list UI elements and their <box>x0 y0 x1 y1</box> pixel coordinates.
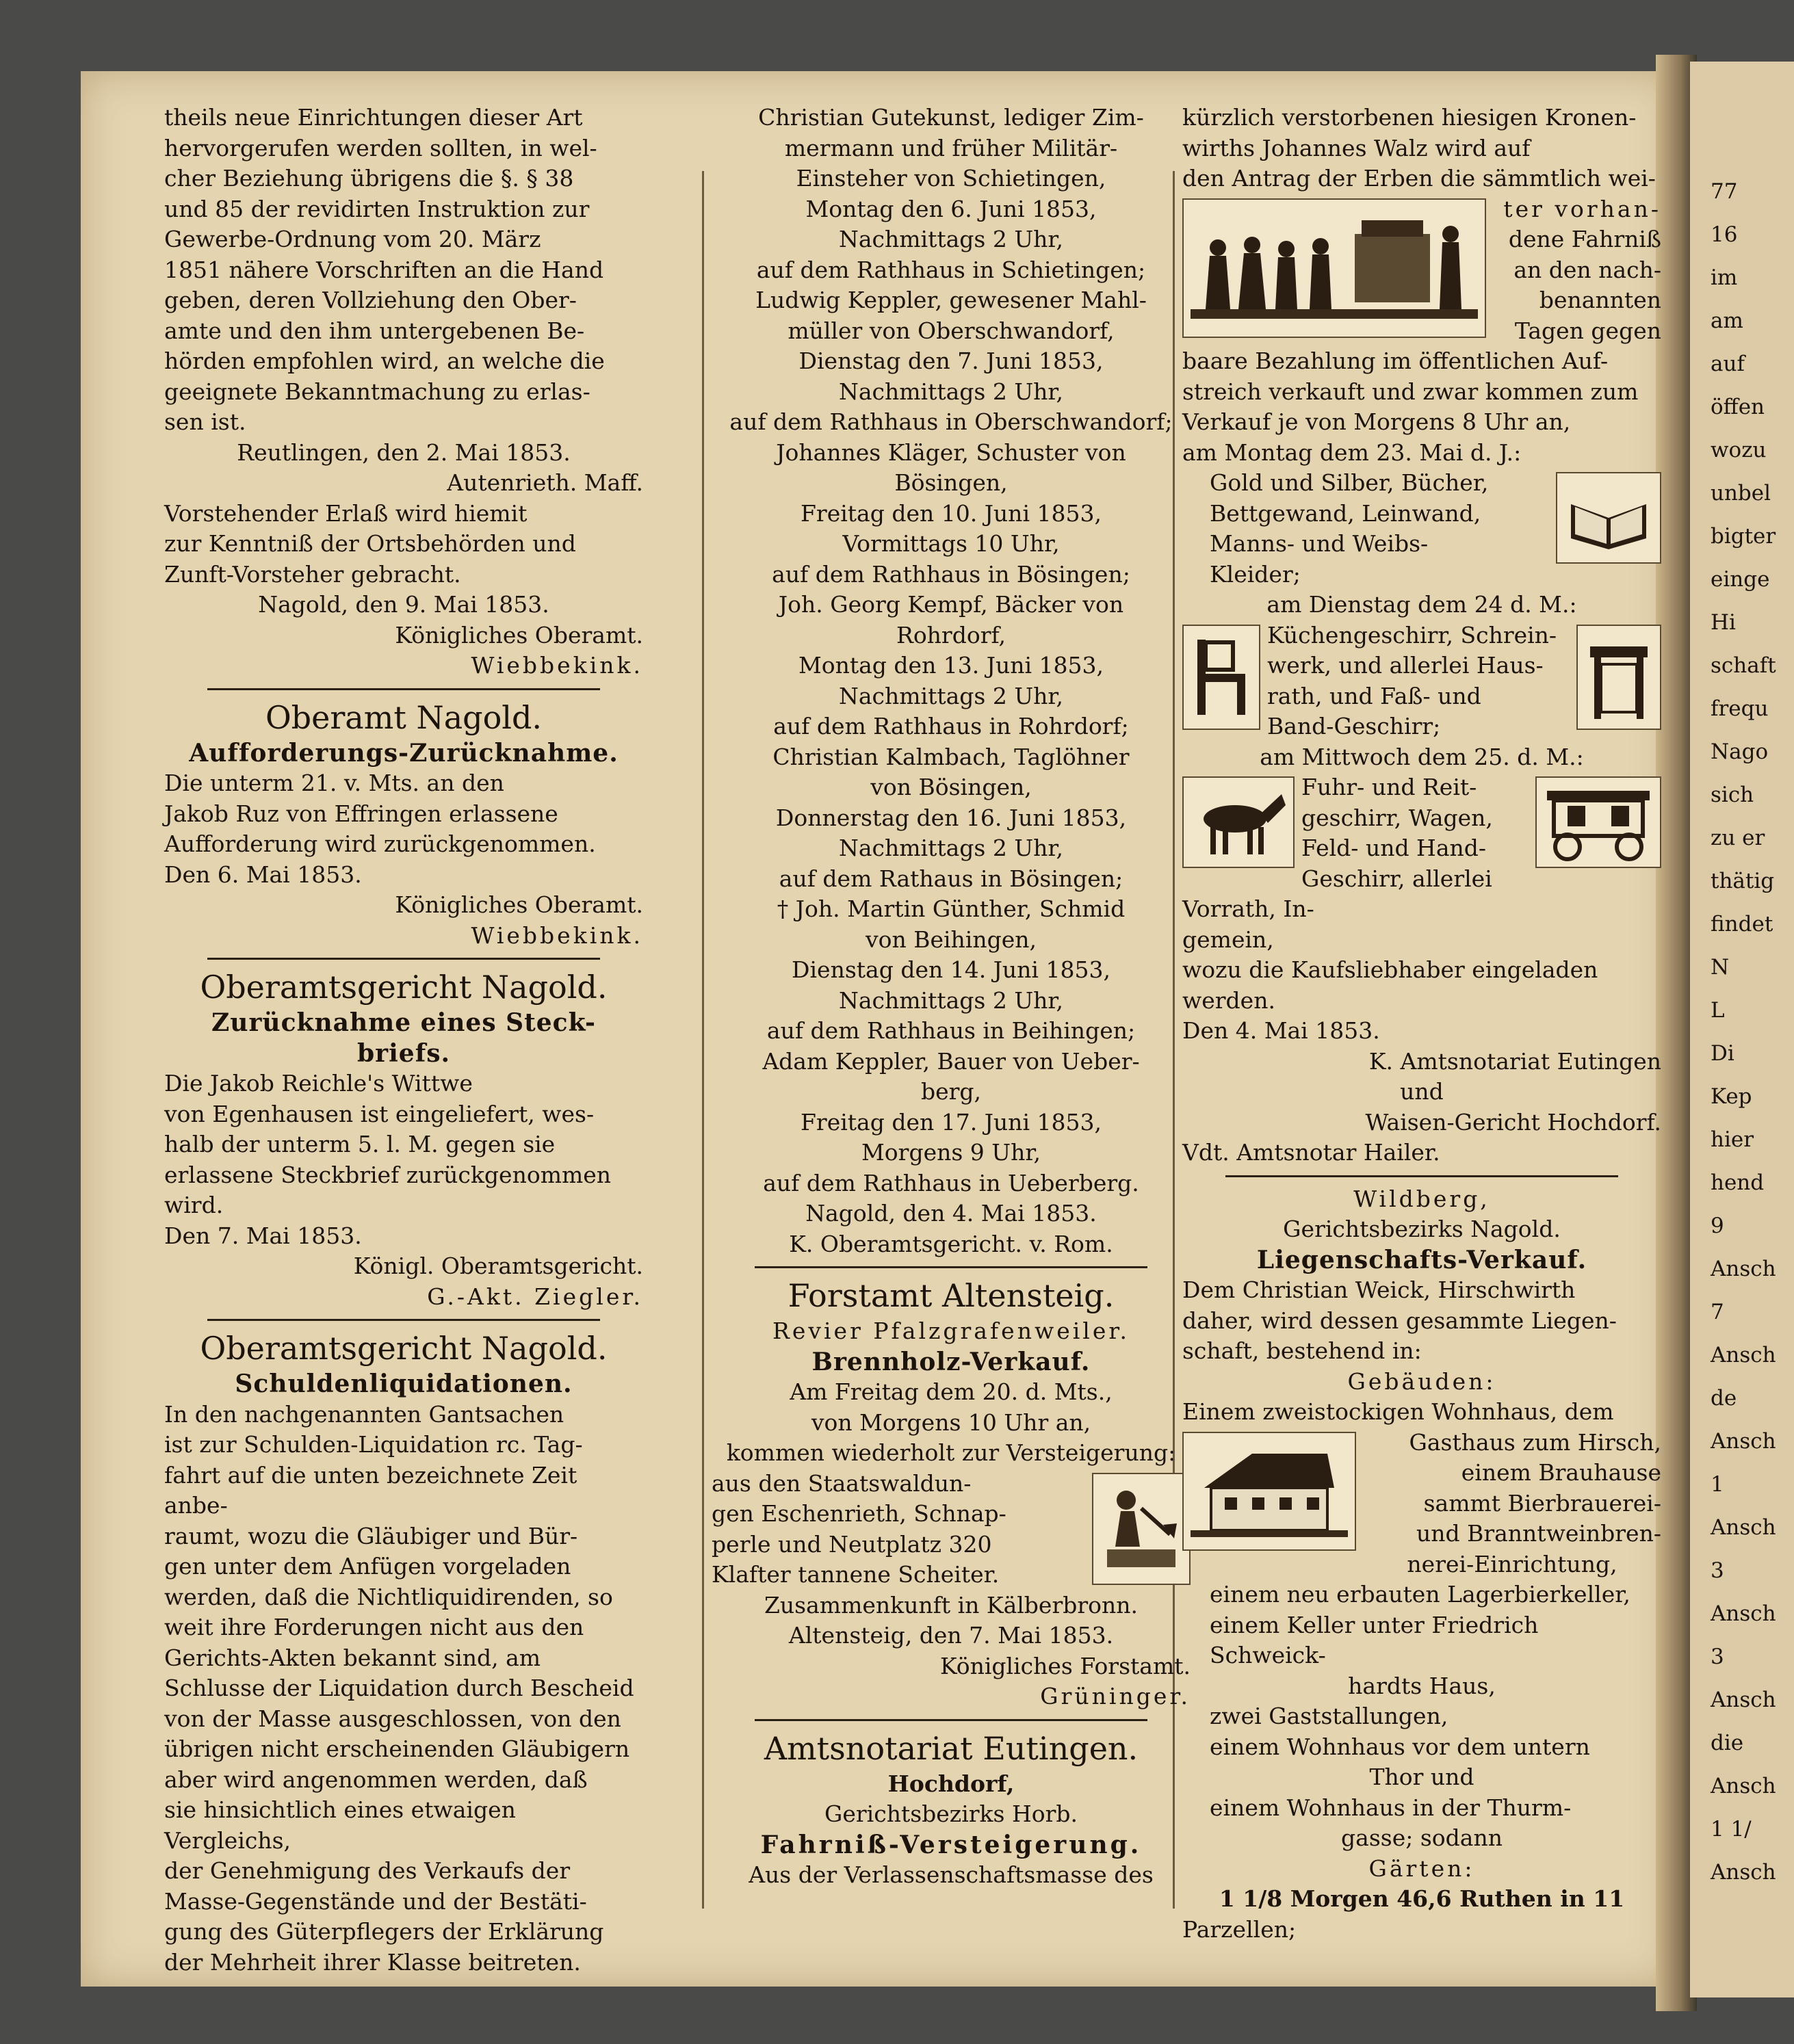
dateline: Nagold, den 9. Mai 1853. <box>258 591 549 618</box>
text-line: weit ihre Forderungen nicht aus den <box>164 1614 584 1640</box>
text-line: Einem zweistockigen Wohnhaus, dem <box>1182 1398 1614 1425</box>
fragment-text: Nago <box>1711 739 1769 764</box>
column-left <box>164 103 643 1978</box>
text-line: Verkauf je von Morgens 8 Uhr an, <box>1182 408 1571 435</box>
signature: Königliches Oberamt. <box>395 621 643 648</box>
text-line: Donnerstag den 16. Juni 1853, <box>775 804 1127 831</box>
text-line: berg, <box>920 1078 982 1105</box>
chair-icon <box>1191 633 1252 722</box>
section-subheading: Gebäuden: <box>1347 1367 1496 1395</box>
auction-day: am Dienstag dem 24 d. M.: <box>1266 591 1577 618</box>
section-rule <box>755 1719 1147 1721</box>
text-line: Einsteher von Schietingen, <box>796 165 1106 192</box>
text-line: Gasthaus zum Hirsch, <box>1409 1428 1661 1456</box>
fragment-text: auf <box>1711 352 1745 376</box>
text-line: Am Freitag dem 20. d. Mts., <box>790 1378 1113 1405</box>
woodcut-carriage <box>1535 776 1661 868</box>
section-rule <box>1225 1175 1618 1177</box>
text-line: streich verkauft und zwar kommen zum <box>1182 378 1639 405</box>
text-line: Gewerbe-Ordnung vom 20. März <box>164 226 541 252</box>
text-line: gen unter dem Anfügen vorgeladen <box>164 1553 571 1580</box>
text-line: † Joh. Martin Günther, Schmid <box>777 895 1126 922</box>
fragment-text: Ansch <box>1711 1860 1776 1885</box>
auction-scene-icon <box>1191 207 1478 330</box>
text-line: Nachmittags 2 Uhr, <box>838 226 1064 252</box>
notice-oberamt-nagold <box>164 697 643 952</box>
text-line: Küchengeschirr, Schrein- <box>1267 621 1557 648</box>
signature: G.-Akt. Ziegler. <box>427 1283 643 1310</box>
text-line: müller von Oberschwandorf, <box>788 317 1115 344</box>
fragment-text: Ansch <box>1711 1257 1776 1281</box>
woodcut-cabinet <box>1576 625 1661 730</box>
text-line: Johannes Kläger, Schuster von <box>776 438 1126 466</box>
section-heading: Oberamtsgericht Nagold. <box>200 969 608 1006</box>
section-heading: Wildberg, <box>1353 1185 1490 1212</box>
text-line: Gerichts-Akten bekannt sind, am <box>164 1644 541 1671</box>
column-middle <box>712 103 1191 1891</box>
text-line: Thor und <box>1369 1764 1474 1790</box>
text-line: hörden empfohlen wird, an welche die <box>164 348 605 374</box>
text-line: Dienstag den 7. Juni 1853, <box>798 348 1104 374</box>
section-subheading: Revier Pfalzgrafenweiler. <box>772 1318 1130 1344</box>
text-line: amte und den ihm untergebenen Be- <box>164 317 585 344</box>
fragment-text: im <box>1711 265 1738 290</box>
text-line: den Antrag der Erben die sämmtlich wei- <box>1182 165 1656 192</box>
text-line: auf dem Rathhaus in Schietingen; <box>756 256 1146 283</box>
text-line: benannten <box>1539 287 1661 313</box>
text-line: von Morgens 10 Uhr an, <box>811 1408 1091 1436</box>
text-line: einem Keller unter Friedrich Schweick- <box>1210 1611 1539 1668</box>
fragment-text: N <box>1711 955 1730 980</box>
section-heading: Oberamt Nagold. <box>265 698 543 736</box>
notice-title: Liegenschafts-Verkauf. <box>1256 1245 1587 1274</box>
text-line: Vorstehender Erlaß wird hiemit <box>164 499 528 527</box>
section-rule <box>755 1266 1147 1268</box>
signature: Königliches Forstamt. <box>939 1652 1191 1679</box>
cabinet-icon <box>1585 633 1653 722</box>
text-line: von der Masse ausgeschlossen, von den <box>164 1705 621 1732</box>
fragment-text: am <box>1711 309 1743 333</box>
text-line: werden. <box>1182 986 1275 1014</box>
text-line: Klafter tannene Scheiter. <box>712 1561 1000 1588</box>
fragment-text: schaft <box>1711 653 1776 678</box>
text-line: erlassene Steckbrief zurückgenommen <box>164 1161 612 1188</box>
text-line: geeignete Bekanntmachung zu erlas- <box>164 378 590 405</box>
text-line: zur Kenntniß der Ortsbehörden und <box>164 530 576 557</box>
text-line: theils neue Einrichtungen dieser Art <box>164 104 583 131</box>
fragment-text: 7 <box>1711 1300 1724 1324</box>
text-line: Zunft-Vorsteher gebracht. <box>164 560 461 588</box>
fragment-text: öffen <box>1711 395 1765 419</box>
text-line: Freitag den 17. Juni 1853, <box>801 1108 1102 1136</box>
signature: Grüninger. <box>1040 1683 1191 1709</box>
dateline: Reutlingen, den 2. Mai 1853. <box>237 438 571 466</box>
fragment-text: bigter <box>1711 524 1776 549</box>
section-heading: Amtsnotariat Eutingen. <box>764 1729 1139 1767</box>
text-line: werden, daß die Nichtliquidirenden, so <box>164 1583 613 1610</box>
notice-liegenschaft <box>1182 1184 1661 1945</box>
text-line: und Branntweinbren- <box>1416 1520 1661 1547</box>
text-line: zwei Gaststallungen, <box>1210 1703 1448 1729</box>
text-line: Manns- und Weibs- <box>1210 530 1429 557</box>
text-line: geschirr, Wagen, <box>1301 804 1493 831</box>
dateline: Den 7. Mai 1853. <box>164 1222 362 1249</box>
liquidation-list <box>712 103 1191 1259</box>
text-line: geben, deren Vollziehung den Ober- <box>164 287 577 313</box>
text-line: der Mehrheit ihrer Klasse beitreten. <box>164 1948 581 1976</box>
text-line: Rohrdorf, <box>896 621 1006 648</box>
fragment-text: Hi <box>1711 610 1736 635</box>
text-line: übrigen nicht erscheinenden Gläubigern <box>164 1735 630 1762</box>
text-line: Kleider; <box>1210 560 1301 588</box>
text-line: fahrt auf die unten bezeichnete Zeit anbe- <box>164 1461 577 1519</box>
woodcut-house <box>1182 1432 1356 1551</box>
text-line: aber wird angenommen werden, daß <box>164 1766 588 1793</box>
text-line: Gold und Silber, Bücher, <box>1210 469 1489 496</box>
woodcut-book <box>1556 472 1661 564</box>
text-line: Ludwig Keppler, gewesener Mahl- <box>755 287 1147 313</box>
dateline: Den 6. Mai 1853. <box>164 861 362 888</box>
text-line: werk, und allerlei Haus- <box>1267 652 1544 679</box>
text-line: einem Brauhause <box>1461 1459 1661 1486</box>
text-line: Bösingen, <box>894 469 1008 496</box>
text-line: auf dem Rathhaus in Beihingen; <box>766 1017 1136 1044</box>
text-line: Geschirr, allerlei Vorrath, In- <box>1182 865 1492 922</box>
text-line: einem Wohnhaus vor dem untern <box>1210 1733 1590 1760</box>
text-line: auf dem Rathhaus in Rohrdorf; <box>773 713 1129 739</box>
signature: Wiebbekink. <box>471 652 643 679</box>
text-line: gasse; sodann <box>1341 1824 1503 1851</box>
text-line: Vormittags 10 Uhr, <box>842 530 1060 557</box>
text-line: kommen wiederholt zur Versteigerung: <box>726 1439 1176 1466</box>
text-line: und 85 der revidirten Instruktion zur <box>164 195 590 222</box>
fragment-text: 3 <box>1711 1645 1724 1669</box>
section-heading: Forstamt Altensteig. <box>788 1277 1115 1314</box>
text-line: rath, und Faß- und <box>1267 682 1481 709</box>
fragment-text: Ansch <box>1711 1515 1776 1540</box>
text-line: dene Fahrniß <box>1508 226 1661 252</box>
facing-page-text <box>1711 178 1794 1902</box>
text-line: Joh. Georg Kempf, Bäcker von <box>778 591 1124 618</box>
signature: Vdt. Amtsnotar Hailer. <box>1182 1139 1440 1166</box>
woodcut-chair <box>1182 625 1260 730</box>
text-line: auf dem Rathhaus in Ueberberg. <box>763 1169 1139 1196</box>
notice-title: Fahrniß-Versteigerung. <box>760 1830 1142 1859</box>
text-line: hardts Haus, <box>1348 1672 1496 1699</box>
signature: Wiebbekink. <box>471 921 643 949</box>
axe-icon <box>1100 1481 1182 1577</box>
carriage-icon <box>1540 781 1656 863</box>
woodcut-auction-scene <box>1182 198 1486 338</box>
text-line: wirths Johannes Walz wird auf <box>1182 134 1531 161</box>
fragment-text: frequ <box>1711 696 1769 721</box>
text-line: Band-Geschirr; <box>1267 713 1441 739</box>
text-line: einem Wohnhaus in der Thurm- <box>1210 1794 1572 1821</box>
text-line: Montag den 13. Juni 1853, <box>798 652 1104 679</box>
text-line: baare Bezahlung im öffentlichen Auf- <box>1182 348 1609 374</box>
fragment-text: 1 <box>1711 1472 1724 1497</box>
text-line: Morgens 9 Uhr, <box>861 1139 1041 1166</box>
text-line: Freitag den 10. Juni 1853, <box>801 499 1102 527</box>
text-line: hervorgerufen werden sollten, in wel- <box>164 134 597 161</box>
text-line: Bettgewand, Leinwand, <box>1210 499 1481 527</box>
text-line: von Bösingen, <box>870 774 1032 800</box>
fragment-text: thätig <box>1711 869 1775 893</box>
fragment-text: Ansch <box>1711 1343 1776 1367</box>
text-line: Die unterm 21. v. Mts. an den <box>164 770 504 796</box>
text-line: cher Beziehung übrigens die §. § 38 <box>164 165 574 192</box>
fahrniss-continued <box>1182 103 1661 1168</box>
section-subheading: Gerichtsbezirks Horb. <box>824 1800 1078 1827</box>
text-line: mermann und früher Militär- <box>784 134 1118 161</box>
fragment-text: Ansch <box>1711 1774 1776 1798</box>
text-line: Dem Christian Weick, Hirschwirth <box>1182 1276 1576 1303</box>
fragment-text: hier <box>1711 1127 1754 1152</box>
text-line: Fuhr- und Reit- <box>1301 774 1477 800</box>
text-line: Dienstag den 14. Juni 1853, <box>792 956 1110 983</box>
dateline: Den 4. Mai 1853. <box>1182 1017 1380 1044</box>
notice-title: Zurücknahme eines Steck- <box>211 1008 596 1037</box>
text-line: wird. <box>164 1192 224 1218</box>
fragment-text: sich <box>1711 783 1754 807</box>
signature: Autenrieth. Maff. <box>447 469 643 496</box>
text-line: Nachmittags 2 Uhr, <box>838 682 1064 709</box>
section-rule <box>207 958 600 960</box>
fragment-text: unbel <box>1711 481 1771 506</box>
fragment-text: findet <box>1711 912 1773 936</box>
fragment-text: Di <box>1711 1041 1734 1066</box>
fragment-text: de <box>1711 1386 1737 1411</box>
text-line: sammt Bierbrauerei- <box>1423 1489 1661 1517</box>
text-line: Feld- und Hand- <box>1301 835 1487 861</box>
text-line: gung des Güterpflegers der Erklärung <box>164 1918 604 1945</box>
text-line: aus den Staatswaldun- <box>712 1469 972 1497</box>
fragment-text: wozu <box>1711 438 1767 462</box>
signature: und <box>1400 1078 1444 1105</box>
text-line: Montag den 6. Juni 1853, <box>805 195 1097 222</box>
notice-title: Schuldenliquidationen. <box>235 1370 573 1398</box>
horse-icon <box>1187 785 1290 860</box>
text-line: nerei-Einrichtung, <box>1407 1550 1617 1577</box>
text-line: kürzlich verstorbenen hiesigen Kronen- <box>1182 104 1637 131</box>
section-rule <box>207 1319 600 1321</box>
fragment-text: hend <box>1711 1170 1765 1195</box>
fragment-text: L <box>1711 998 1725 1023</box>
notice-fahrniss <box>712 1728 1191 1891</box>
section-heading: Oberamtsgericht Nagold. <box>200 1330 608 1367</box>
text-line: Masse-Gegenstände und der Bestäti- <box>164 1887 587 1915</box>
text-line: auf dem Rathhaus in Oberschwandorf; <box>729 408 1173 435</box>
section-subheading: Gerichtsbezirks Nagold. <box>1283 1216 1561 1242</box>
notice-schuldenliquidation <box>164 1328 643 1978</box>
signature: Königl. Oberamtsgericht. <box>353 1253 643 1279</box>
text-line: wozu die Kaufsliebhaber eingeladen <box>1182 956 1598 983</box>
notice-title: Brennholz-Verkauf. <box>811 1347 1091 1376</box>
text-line: Aufforderung wird zurückgenommen. <box>164 830 596 857</box>
text-line: Nachmittags 2 Uhr, <box>838 378 1064 405</box>
text-line: Zusammenkunft in Kälberbronn. <box>764 1591 1138 1619</box>
text-line: der Genehmigung des Verkaufs der <box>164 1857 571 1884</box>
woodcut-horse <box>1182 776 1295 868</box>
fragment-text: Ansch <box>1711 1601 1776 1626</box>
fragment-text: einge <box>1711 567 1770 592</box>
house-icon <box>1191 1440 1348 1543</box>
column-right <box>1182 103 1661 1945</box>
intro-text <box>164 103 643 681</box>
fragment-text: zu er <box>1711 826 1765 850</box>
notice-title: Aufforderungs-Zurücknahme. <box>189 738 619 768</box>
text-line: von Egenhausen ist eingeliefert, wes- <box>164 1100 595 1127</box>
fragment-text: Ansch <box>1711 1429 1776 1454</box>
text-line: Nachmittags 2 Uhr, <box>838 835 1064 861</box>
notice-title: briefs. <box>356 1038 450 1068</box>
dateline: Nagold, den 4. Mai 1853. <box>805 1200 1097 1227</box>
section-subheading: Gärten: <box>1368 1855 1475 1882</box>
fragment-text: die <box>1711 1731 1744 1755</box>
signature: Waisen-Gericht Hochdorf. <box>1365 1108 1661 1136</box>
text-line: sie hinsichtlich eines etwaigen Vergleichs, <box>164 1796 516 1854</box>
text-line: auf dem Rathaus in Bösingen; <box>779 865 1123 892</box>
text-line: gen Eschenrieth, Schnap- <box>712 1500 1006 1527</box>
signature: K. Amtsnotariat Eutingen <box>1368 1047 1661 1075</box>
notice-brennholz <box>712 1275 1191 1712</box>
text-line: schaft, bestehend in: <box>1182 1337 1422 1364</box>
text-line: perle und Neutplatz 320 <box>712 1530 992 1558</box>
auction-day: am Mittwoch dem 25. d. M.: <box>1260 743 1584 770</box>
notice-steckbrief <box>164 967 643 1312</box>
signature: K. Oberamtsgericht. v. Rom. <box>789 1230 1113 1257</box>
text-line: gemein, <box>1182 926 1274 953</box>
text-line: Christian Kalmbach, Taglöhner <box>772 743 1130 770</box>
text-line: auf dem Rathhaus in Bösingen; <box>772 560 1130 588</box>
text-line: Schlusse der Liquidation durch Bescheid <box>164 1675 634 1701</box>
text-line: Aus der Verlassenschaftsmasse des <box>749 1861 1154 1888</box>
signature: Königliches Oberamt. <box>395 891 643 918</box>
text-line: Die Jakob Reichle's Wittwe <box>164 1070 473 1097</box>
fragment-text: 16 <box>1711 222 1738 247</box>
text-line: Nachmittags 2 Uhr, <box>838 986 1064 1014</box>
fragment-text: Kep <box>1711 1084 1752 1109</box>
text-line: einem neu erbauten Lagerbierkeller, <box>1210 1581 1630 1608</box>
fragment-text: Ansch <box>1711 1688 1776 1712</box>
text-line: Christian Gutekunst, lediger Zim- <box>758 104 1144 131</box>
text-line: von Beihingen, <box>865 926 1037 953</box>
section-subheading: Hochdorf, <box>887 1770 1015 1797</box>
text-line: Parzellen; <box>1182 1915 1297 1943</box>
text-line: Tagen gegen <box>1514 317 1661 344</box>
text-line: ist zur Schulden-Liquidation rc. Tag- <box>164 1431 583 1458</box>
text-line: raumt, wozu die Gläubiger und Bür- <box>164 1522 578 1549</box>
text-line: daher, wird dessen gesammte Liegen- <box>1182 1307 1617 1334</box>
fragment-text: 77 <box>1711 179 1738 204</box>
text-line: ter vorhan- <box>1503 195 1661 222</box>
woodcut-woodcutter-image <box>1092 1473 1191 1585</box>
text-line: Adam Keppler, Bauer von Ueber- <box>762 1047 1140 1075</box>
fragment-text: 3 <box>1711 1558 1724 1583</box>
text-line: sen ist. <box>164 408 246 435</box>
text-line: 1851 nähere Vorschriften an die Hand <box>164 256 604 283</box>
text-line: 1 1/8 Morgen 46,6 Ruthen in 11 <box>1219 1885 1625 1912</box>
text-line: halb der unterm 5. l. M. gegen sie <box>164 1131 556 1157</box>
text-line: In den nachgenannten Gantsachen <box>164 1400 564 1428</box>
text-line: am Montag dem 23. Mai d. J.: <box>1182 438 1522 466</box>
dateline: Altensteig, den 7. Mai 1853. <box>788 1622 1114 1649</box>
text-line: an den nach- <box>1513 256 1661 283</box>
section-rule <box>207 688 600 690</box>
fragment-text: 9 <box>1711 1214 1724 1238</box>
fragment-text: 1 1/ <box>1711 1817 1752 1842</box>
column-divider <box>702 171 704 1909</box>
text-line: Jakob Ruz von Effringen erlassene <box>164 800 558 827</box>
book-icon <box>1564 484 1653 552</box>
